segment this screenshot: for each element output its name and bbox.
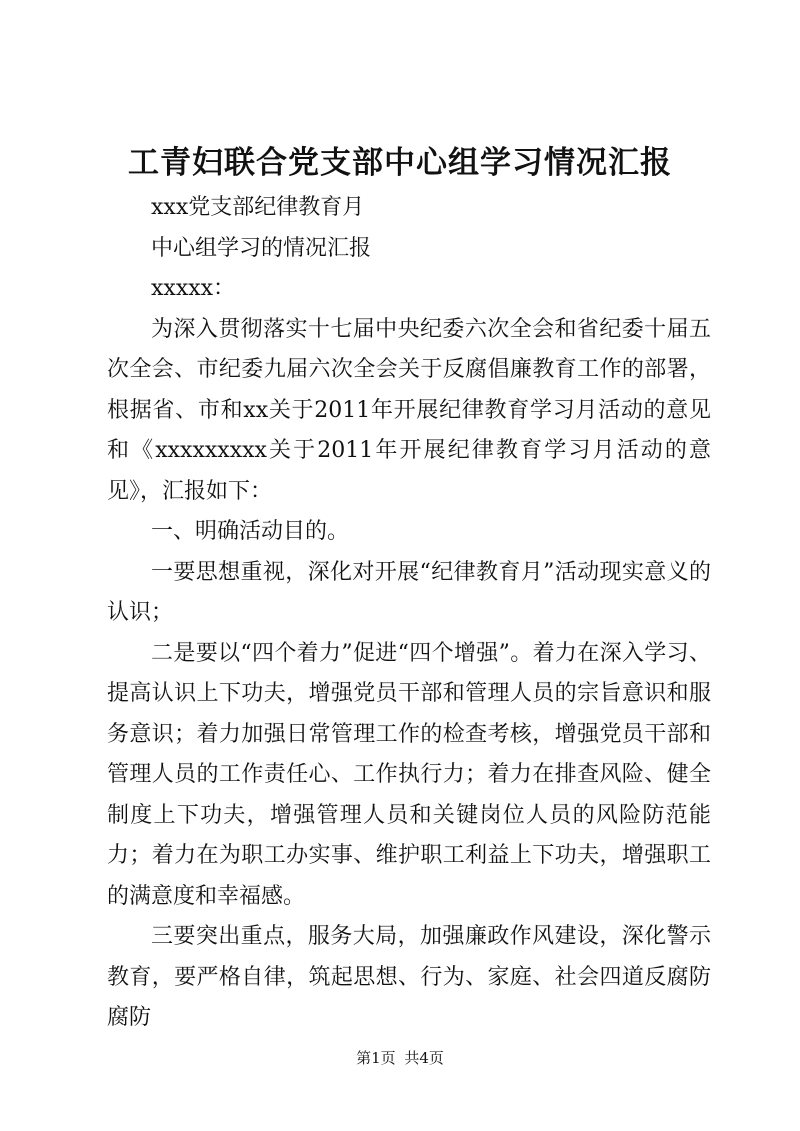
paragraph-section-heading: 一、明确活动目的。 bbox=[151, 519, 350, 544]
paragraph-subtitle-1: xxx党支部纪律教育月 bbox=[151, 195, 365, 220]
paragraph-intro: 为深入贯彻落实十七届中央纪委六次全会和省纪委十届五次全会、市纪委九届六次全会关于反腐倡廉教育工作的部署，根据省、市和xx关于2011年开展纪律教育学习月活动的意见和《xxxxxxxxx关于2011年开展纪律教育学习月活动的意见》，汇报如下： bbox=[107, 316, 711, 504]
paragraph-point-2: 二是要以“四个着力”促进“四个增强”。着力在深入学习、提高认识上下功夫，增强党员干部和管理人员的宗旨意识和服务意识；着力加强日常管理工作的检查考核，增强党员干部和管理人员的工作责任心、工作执行力；着力在排查风险、健全制度上下功夫，增强管理人员和关键岗位人员的风险防范能力；着力在为职工办实事、维护职工利益上下功夫，增强职工的满意度和幸福感。 bbox=[107, 640, 711, 909]
paragraph-point-1: 一要思想重视，深化对开展“纪律教育月”活动现实意义的认识； bbox=[107, 559, 711, 625]
page-number: 第1页 bbox=[356, 1049, 396, 1067]
paragraph-subtitle-2: 中心组学习的情况汇报 bbox=[151, 235, 372, 261]
page-footer bbox=[0, 1048, 800, 1068]
paragraph-point-3: 三要突出重点，服务大局，加强廉政作风建设，深化警示教育，要严格自律，筑起思想、行为、家庭、社会四道反腐防腐防 bbox=[107, 924, 711, 1030]
document-body bbox=[107, 188, 711, 1039]
page-total: 共4页 bbox=[404, 1049, 444, 1067]
paragraph-salutation: xxxxx： bbox=[151, 276, 236, 301]
document-title: 工青妇联合党支部中心组学习情况汇报 bbox=[128, 145, 672, 181]
